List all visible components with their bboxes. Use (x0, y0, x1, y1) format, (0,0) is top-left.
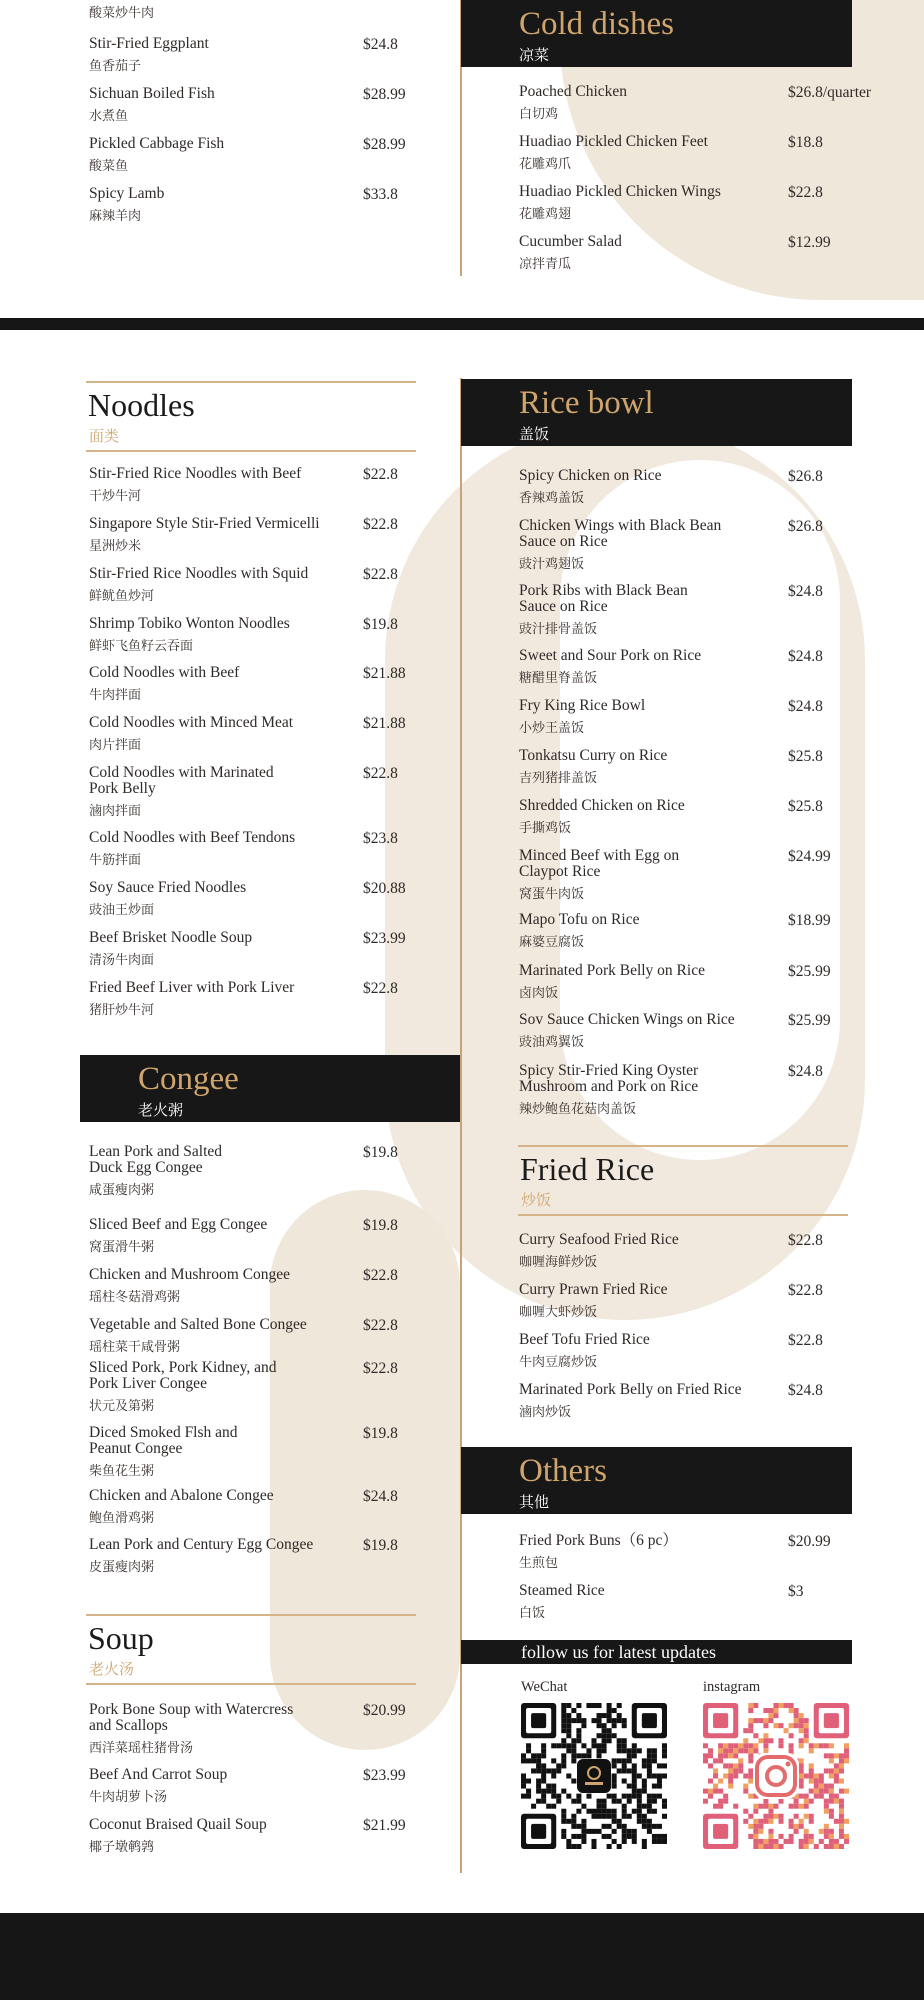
menu-item (519, 1063, 899, 1117)
item-name: Cold Noodles with Beef (89, 664, 240, 681)
item-price: $22.8 (363, 566, 398, 583)
item-price: $21.88 (363, 665, 406, 682)
item-name: Chicken and Abalone Congee (89, 1487, 274, 1504)
item-name-chinese: 酸菜鱼 (89, 159, 129, 174)
item-name-chinese: 辣炒鲍鱼花菇肉盖饭 (519, 1102, 637, 1117)
menu-item (519, 848, 899, 902)
item-name: Minced Beef with Egg on Claypot Rice (519, 847, 680, 880)
item-price: $19.8 (363, 1425, 398, 1442)
menu-item (89, 616, 419, 654)
item-name-chinese: 牛肉拌面 (89, 688, 142, 703)
item-price: $26.8/quarter (788, 84, 872, 101)
item-name-chinese: 凉拌青瓜 (519, 257, 572, 272)
menu-item (519, 912, 899, 950)
item-price: $22.8 (363, 980, 398, 997)
menu-item (519, 1012, 899, 1050)
item-name-chinese: 麻辣羊肉 (89, 209, 142, 224)
section-title: Noodles (88, 387, 195, 423)
item-name: Beef Tofu Fried Rice (519, 1331, 650, 1348)
section-subtitle: 盖饭 (519, 425, 550, 443)
item-name: Spicy Lamb (89, 185, 165, 202)
item-price: $24.99 (788, 848, 831, 865)
menu-item (89, 186, 419, 224)
section-header-cold-dishes (461, 0, 852, 67)
menu-item (519, 748, 899, 786)
menu-item (89, 1817, 419, 1855)
menu-item (519, 1332, 899, 1370)
menu-item (89, 86, 419, 124)
menu-item (519, 234, 899, 272)
item-price: $25.8 (788, 748, 823, 765)
menu-item (519, 1232, 899, 1270)
item-name-chinese: 卤肉饭 (519, 986, 559, 1001)
item-name-chinese: 酸菜炒牛肉 (89, 6, 155, 21)
footer-band (0, 1913, 924, 2000)
menu-item (519, 1533, 899, 1571)
menu-item (89, 1767, 419, 1805)
item-name-chinese: 花雕鸡爪 (519, 157, 572, 172)
item-name-chinese: 星洲炒米 (89, 539, 142, 554)
item-name: Sichuan Boiled Fish (89, 85, 215, 102)
item-name: Marinated Pork Belly on Rice (519, 962, 705, 979)
item-price: $18.99 (788, 912, 831, 929)
item-name: Cold Noodles with Marinated Pork Belly (89, 764, 274, 797)
menu-item (89, 1488, 419, 1526)
menu-item (89, 1217, 419, 1255)
item-name-chinese: 皮蛋瘦肉粥 (89, 1560, 155, 1575)
item-name: Curry Seafood Fried Rice (519, 1231, 679, 1248)
item-name: Stir-Fried Rice Noodles with Squid (89, 565, 309, 582)
divider-band (0, 318, 924, 330)
menu-item (519, 648, 899, 686)
item-name-chinese: 豉汁鸡翅饭 (519, 557, 585, 572)
item-name-chinese: 西洋菜瑶柱猪骨汤 (89, 1741, 194, 1756)
item-name-chinese: 麻婆豆腐饭 (519, 935, 585, 950)
item-name-chinese: 香辣鸡盖饭 (519, 491, 585, 506)
item-name: Poached Chicken (519, 83, 628, 100)
item-name-chinese: 小炒王盖饭 (519, 721, 585, 736)
item-name-chinese: 花雕鸡翅 (519, 207, 572, 222)
item-name-chinese: 瑶柱菜干咸骨粥 (89, 1340, 181, 1355)
wechat-label: WeChat (521, 1679, 568, 1695)
item-name-chinese: 白切鸡 (519, 107, 559, 122)
menu-item (89, 880, 419, 918)
section-header-fried-rice (518, 1145, 848, 1216)
wechat-qr-code[interactable] (521, 1703, 667, 1849)
menu-item (89, 1144, 419, 1198)
item-name: Shrimp Tobiko Wonton Noodles (89, 615, 290, 632)
item-name-chinese: 豉油王炒面 (89, 903, 155, 918)
menu-item (519, 84, 899, 122)
item-name-chinese: 生煎包 (519, 1556, 559, 1571)
menu-item (89, 566, 419, 604)
item-name-chinese: 状元及第粥 (89, 1399, 155, 1414)
item-price: $26.8 (788, 518, 823, 535)
item-price: $22.8 (363, 1317, 398, 1334)
section-header-noodles (86, 381, 416, 452)
menu-item (519, 468, 899, 506)
item-price: $28.99 (363, 136, 406, 153)
instagram-qr-code[interactable] (703, 1703, 849, 1849)
item-price: $20.88 (363, 880, 406, 897)
item-name: Fried Beef Liver with Pork Liver (89, 979, 295, 996)
item-name: Pork Bone Soup with Watercress and Scallops (89, 1701, 294, 1734)
item-name: Lean Pork and Century Egg Congee (89, 1536, 314, 1553)
item-name-chinese: 椰子墩鹌鹑 (89, 1840, 155, 1855)
menu-item (89, 1267, 419, 1305)
section-title: Soup (88, 1620, 154, 1656)
section-subtitle: 凉菜 (519, 46, 550, 64)
menu-item (519, 583, 899, 637)
item-price: $22.8 (363, 466, 398, 483)
section-title: Rice bowl (519, 385, 654, 421)
item-price: $23.99 (363, 1767, 406, 1784)
item-price: $24.8 (788, 1063, 823, 1080)
item-price: $24.8 (788, 1382, 823, 1399)
item-price: $19.8 (363, 616, 398, 633)
item-name-chinese: 滷肉炒饭 (519, 1405, 572, 1420)
menu-item (89, 1317, 419, 1355)
item-name-chinese: 水煮鱼 (89, 109, 129, 124)
item-name-chinese: 柴鱼花生粥 (89, 1464, 155, 1479)
section-title: Fried Rice (520, 1151, 655, 1187)
menu-item (519, 134, 899, 172)
item-name: Sweet and Sour Pork on Rice (519, 647, 702, 664)
item-price: $24.8 (363, 1488, 398, 1505)
item-price: $19.8 (363, 1537, 398, 1554)
menu-item (89, 1537, 419, 1575)
menu-item (519, 1282, 899, 1320)
menu-item (89, 830, 419, 868)
item-price: $23.99 (363, 930, 406, 947)
item-name: Fry King Rice Bowl (519, 697, 646, 714)
item-price: $18.8 (788, 134, 823, 151)
item-name-chinese: 鲜虾飞鱼籽云吞面 (89, 639, 194, 654)
menu-item (89, 930, 419, 968)
item-name: Stir-Fried Rice Noodles with Beef (89, 465, 302, 482)
item-price: $33.8 (363, 186, 398, 203)
item-price: $24.8 (363, 36, 398, 53)
item-price: $24.8 (788, 698, 823, 715)
section-subtitle: 老火粥 (138, 1101, 184, 1119)
item-name-chinese: 鲜鱿鱼炒河 (89, 589, 155, 604)
item-name-chinese: 清汤牛肉面 (89, 953, 155, 968)
item-price: $20.99 (363, 1702, 406, 1719)
item-price: $21.99 (363, 1817, 406, 1834)
item-name-chinese: 窝蛋牛肉饭 (519, 887, 585, 902)
menu-item (89, 466, 419, 504)
follow-banner (461, 1640, 852, 1664)
menu-item (519, 1583, 899, 1621)
section-title: Others (519, 1453, 607, 1489)
item-name-chinese: 豉汁排骨盖饭 (519, 622, 598, 637)
item-name-chinese: 白饭 (519, 1606, 546, 1621)
item-price: $22.8 (363, 1360, 398, 1377)
menu-item (89, 1702, 419, 1756)
item-name: Lean Pork and Salted Duck Egg Congee (89, 1143, 223, 1176)
item-name-chinese: 牛肉豆腐炒饭 (519, 1355, 598, 1370)
menu-item (519, 963, 899, 1001)
section-title: Cold dishes (519, 6, 674, 42)
menu-item (89, 1425, 419, 1479)
item-price: $22.8 (363, 1267, 398, 1284)
item-name: Mapo Tofu on Rice (519, 911, 640, 928)
item-name-chinese: 瑶柱冬菇滑鸡粥 (89, 1290, 181, 1305)
item-name: Coconut Braised Quail Soup (89, 1816, 267, 1833)
item-name-chinese: 糖醋里脊盖饭 (519, 671, 598, 686)
section-subtitle: 其他 (519, 1493, 550, 1511)
section-subtitle: 老火汤 (89, 1660, 135, 1678)
item-name: Curry Prawn Fried Rice (519, 1281, 668, 1298)
menu-item (89, 715, 419, 753)
item-name: Beef And Carrot Soup (89, 1766, 228, 1783)
item-name: Chicken Wings with Black Bean Sauce on Rice (519, 517, 722, 550)
section-header-others (461, 1447, 852, 1514)
item-name-chinese: 豉油鸡翼饭 (519, 1035, 585, 1050)
item-name-chinese: 吉列猪排盖饭 (519, 771, 598, 786)
item-name: Chicken and Mushroom Congee (89, 1266, 291, 1283)
item-name: Tonkatsu Curry on Rice (519, 747, 668, 764)
item-name: Sliced Beef and Egg Congee (89, 1216, 268, 1233)
item-name: Singapore Style Stir-Fried Vermicelli (89, 515, 320, 532)
section-title: Congee (138, 1061, 239, 1097)
item-price: $25.99 (788, 1012, 831, 1029)
item-name: Pickled Cabbage Fish (89, 135, 225, 152)
item-name: Cold Noodles with Minced Meat (89, 714, 294, 731)
item-price: $23.8 (363, 830, 398, 847)
item-name: Shredded Chicken on Rice (519, 797, 685, 814)
menu-item (519, 1382, 899, 1420)
menu-item (519, 698, 899, 736)
item-name-chinese: 牛肉胡萝卜汤 (89, 1790, 168, 1805)
follow-banner-text: follow us for latest updates (521, 1642, 716, 1662)
item-price: $22.8 (788, 1232, 823, 1249)
item-name-chinese: 干炒牛河 (89, 489, 142, 504)
item-price: $25.8 (788, 798, 823, 815)
section-subtitle: 炒饭 (521, 1191, 552, 1209)
section-subtitle: 面类 (89, 427, 120, 445)
item-name: Soy Sauce Fried Noodles (89, 879, 247, 896)
item-name: Stir-Fried Eggplant (89, 35, 209, 52)
menu-item (89, 980, 419, 1018)
item-name: Fried Pork Buns（6 pc） (519, 1532, 678, 1549)
item-name-chinese: 肉片拌面 (89, 738, 142, 753)
item-price: $20.99 (788, 1533, 831, 1550)
item-name-chinese: 牛筋拌面 (89, 853, 142, 868)
menu-item (89, 516, 419, 554)
item-name: Spicy Chicken on Rice (519, 467, 662, 484)
item-name: Beef Brisket Noodle Soup (89, 929, 253, 946)
section-header-congee (80, 1055, 460, 1122)
menu-item (519, 184, 899, 222)
item-price: $24.8 (788, 648, 823, 665)
item-price: $22.8 (788, 1332, 823, 1349)
item-name: Steamed Rice (519, 1582, 605, 1599)
item-name: Pork Ribs with Black Bean Sauce on Rice (519, 582, 688, 615)
menu-item (89, 765, 419, 819)
item-price: $24.8 (788, 583, 823, 600)
section-header-soup (86, 1614, 416, 1685)
item-name-chinese: 鲍鱼滑鸡粥 (89, 1511, 155, 1526)
menu-item (89, 665, 419, 703)
item-price: $28.99 (363, 86, 406, 103)
item-name: Huadiao Pickled Chicken Feet (519, 133, 708, 150)
item-name-chinese: 窝蛋滑牛粥 (89, 1240, 155, 1255)
item-price: $3 (788, 1583, 804, 1600)
item-price: $12.99 (788, 234, 831, 251)
section-header-rice-bowl (461, 379, 852, 446)
item-name: Cucumber Salad (519, 233, 622, 250)
item-name-chinese: 鱼香茄子 (89, 59, 142, 74)
menu-item (519, 798, 899, 836)
item-name: Spicy Stir-Fried King Oyster Mushroom and Pork on Rice (519, 1062, 699, 1095)
item-price: $25.99 (788, 963, 831, 980)
item-price: $19.8 (363, 1144, 398, 1161)
item-name-chinese: 咖喱大虾炒饭 (519, 1305, 598, 1320)
item-name: Cold Noodles with Beef Tendons (89, 829, 296, 846)
item-price: $26.8 (788, 468, 823, 485)
item-name-chinese: 手撕鸡饭 (519, 821, 572, 836)
item-price: $22.8 (788, 184, 823, 201)
item-name: Sov Sauce Chicken Wings on Rice (519, 1011, 735, 1028)
menu-item (89, 36, 419, 74)
item-price: $21.88 (363, 715, 406, 732)
item-name: Sliced Pork, Pork Kidney, and Pork Liver Congee (89, 1359, 277, 1392)
item-name: Vegetable and Salted Bone Congee (89, 1316, 307, 1333)
menu-item (89, 0, 419, 21)
item-price: $22.8 (363, 516, 398, 533)
item-price: $22.8 (363, 765, 398, 782)
instagram-label: instagram (703, 1679, 761, 1695)
item-name: Marinated Pork Belly on Fried Rice (519, 1381, 742, 1398)
menu-item (89, 136, 419, 174)
menu-item (519, 518, 899, 572)
item-name: Huadiao Pickled Chicken Wings (519, 183, 721, 200)
menu-item (89, 1360, 419, 1414)
item-name-chinese: 猪肝炒牛河 (89, 1003, 155, 1018)
item-price: $19.8 (363, 1217, 398, 1234)
item-price: $22.8 (788, 1282, 823, 1299)
item-name-chinese: 咸蛋瘦肉粥 (89, 1183, 155, 1198)
item-name-chinese: 咖喱海鲜炒饭 (519, 1255, 598, 1270)
item-name-chinese: 滷肉拌面 (89, 804, 142, 819)
item-name: Diced Smoked Flsh and Peanut Congee (89, 1424, 238, 1457)
